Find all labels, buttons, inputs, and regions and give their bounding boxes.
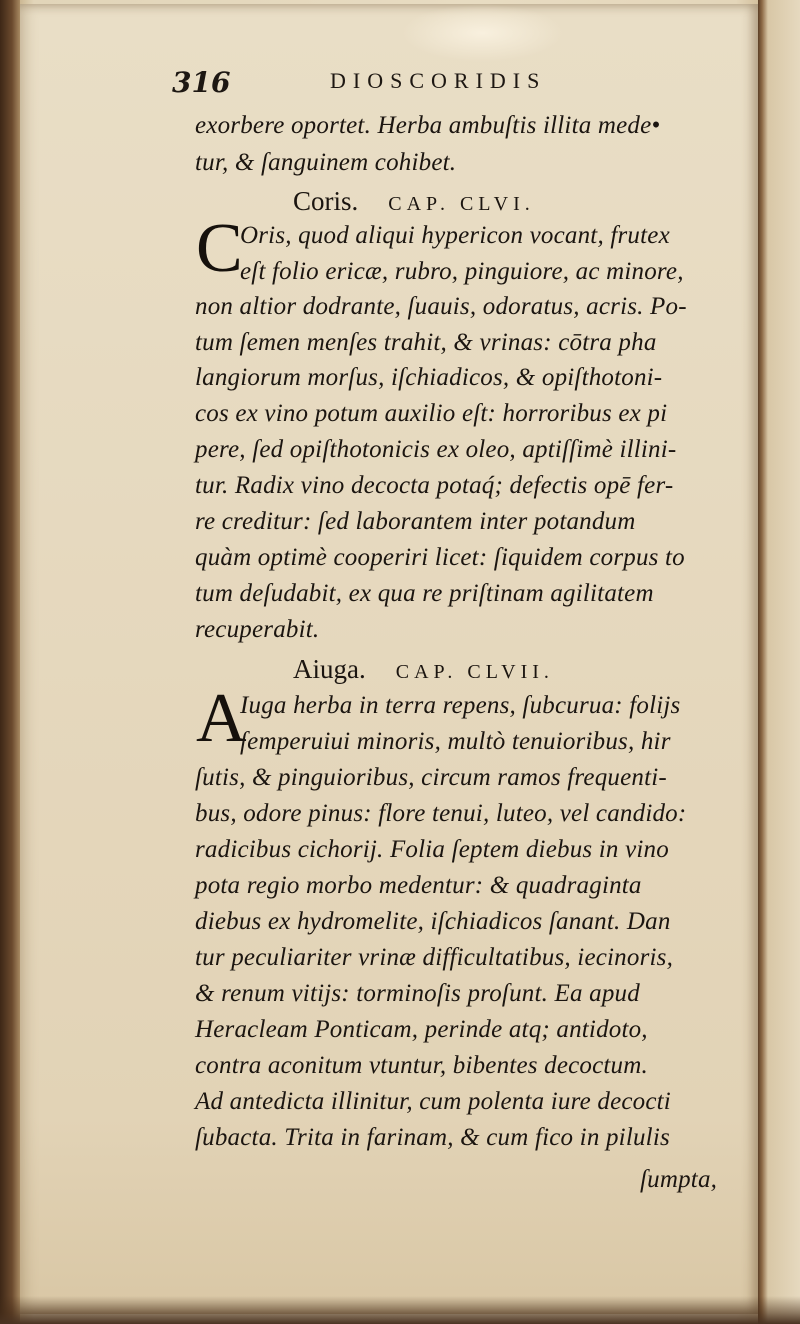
chapter-heading [293, 186, 535, 217]
text-line: tur, & ſanguinem cohibet. [195, 149, 457, 176]
text-line: non altior dodrante, ſuauis, odoratus, acris. Po- [195, 293, 687, 320]
text-line: bus, odore pinus: flore tenui, luteo, vel candido: [195, 800, 687, 827]
text-line: quàm optimè cooperiri licet: ſiquidem corpus to [195, 544, 685, 571]
text-line: ſubacta. Trita in farinam, & cum fico in pilulis [195, 1124, 670, 1151]
text-line: tur. Radix vino decocta potaq́; defectis opē fer- [195, 472, 674, 499]
chapter-number: CAP. CLVI. [388, 193, 535, 215]
text-line: tum deſudabit, ex qua re priſtinam agilitatem [195, 580, 654, 607]
text-line: ſemperuiui minoris, multò tenuioribus, hir [240, 728, 671, 755]
text-line: Heracleam Ponticam, perinde atq; antidoto, [195, 1016, 648, 1043]
text-line: contra aconitum vtuntur, bibentes decoctum. [195, 1052, 648, 1079]
text-line: diebus ex hydromelite, iſchiadicos ſanant. Dan [195, 908, 671, 935]
text-line: cos ex vino potum auxilio eſt: horroribus ex pi [195, 400, 668, 427]
text-line: recuperabit. [195, 616, 320, 643]
drop-cap-initial: C [196, 210, 243, 287]
text-line: tum ſemen menſes trahit, & vrinas: cōtra pha [195, 329, 657, 356]
text-line: & renum vitijs: torminoſis proſunt. Ea apud [195, 980, 640, 1007]
text-line: pota regio morbo medentur: & quadraginta [195, 872, 642, 899]
text-line: re creditur: ſed laborantem inter potandum [195, 508, 636, 535]
text-line: langiorum morſus, iſchiadicos, & opiſthotoni- [195, 364, 663, 391]
text-line: ſutis, & pinguioribus, circum ramos frequenti- [195, 764, 667, 791]
drop-cap-initial: A [196, 680, 247, 757]
running-head [172, 66, 732, 102]
chapter-title: Aiuga. [293, 654, 366, 684]
text-line: Ad antedicta illinitur, cum polenta iure decocti [195, 1088, 671, 1115]
page-number: 316 [172, 66, 231, 99]
text-line: Oris, quod aliqui hypericon vocant, frutex [240, 222, 670, 249]
text-line: pere, ſed opiſthotonicis ex oleo, aptiſſimè illini- [195, 436, 677, 463]
catchword: ſumpta, [640, 1166, 718, 1193]
book-spine-edge [0, 0, 20, 1324]
text-line: radicibus cichorij. Folia ſeptem diebus in vino [195, 836, 669, 863]
paper-stain [400, 4, 565, 62]
chapter-heading [293, 654, 554, 685]
text-line: Iuga herba in terra repens, ſubcurua: folijs [240, 692, 681, 719]
text-line: tur peculiariter vrinæ difficultatibus, iecinoris, [195, 944, 674, 971]
chapter-number: CAP. CLVII. [395, 661, 554, 683]
page-bottom-edge [0, 1296, 800, 1324]
running-title: DIOSCORIDIS [330, 68, 547, 93]
facing-page-edge [758, 0, 800, 1324]
chapter-title: Coris. [293, 186, 359, 216]
text-line: eſt folio ericæ, rubro, pinguiore, ac minore, [240, 258, 684, 285]
text-line: exorbere oportet. Herba ambuſtis illita mede• [195, 112, 661, 139]
